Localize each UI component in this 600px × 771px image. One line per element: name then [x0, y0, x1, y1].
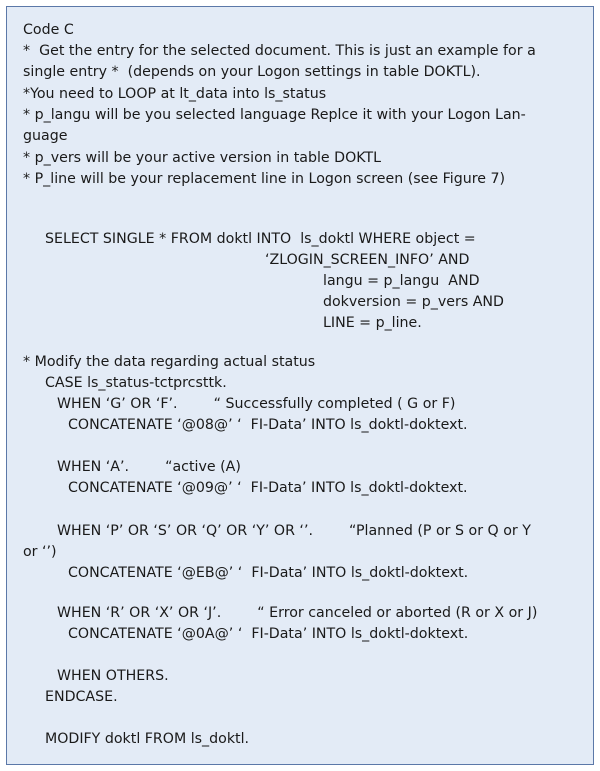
concatenate-statement: CONCATENATE ‘@0A@’ ‘ FI-Data’ INTO ls_doktl-doktext.: [68, 626, 469, 642]
concatenate-statement: CONCATENATE ‘@09@’ ‘ FI-Data’ INTO ls_doktl-doktext.: [68, 480, 468, 496]
when-clause: WHEN ‘G’ OR ‘F’. “ Successfully completed ( G or F): [57, 396, 456, 412]
comment-line: *You need to LOOP at lt_data into ls_status: [23, 86, 327, 102]
when-others-clause: WHEN OTHERS.: [57, 668, 169, 684]
when-clause-continuation: or ‘’): [23, 544, 57, 560]
select-statement-line: langu = p_langu AND: [323, 273, 480, 289]
select-statement-line: ‘ZLOGIN_SCREEN_INFO’ AND: [265, 252, 470, 268]
select-statement-line: LINE = p_line.: [323, 315, 422, 331]
modify-statement: MODIFY doktl FROM ls_doktl.: [45, 731, 250, 747]
comment-line: single entry * (depends on your Logon settings in table DOKTL).: [23, 64, 481, 80]
when-clause: WHEN ‘A’. “active (A): [57, 459, 241, 475]
select-statement-line: dokversion = p_vers AND: [323, 294, 504, 310]
comment-line: guage: [23, 128, 68, 144]
when-clause: WHEN ‘R’ OR ‘X’ OR ‘J’. “ Error canceled or aborted (R or X or J): [57, 605, 538, 621]
code-listing-box: [6, 6, 594, 765]
comment-line: * p_langu will be you selected language Replce it with your Logon Lan-: [23, 107, 526, 123]
comment-line: * p_vers will be your active version in table DOKTL: [23, 150, 382, 166]
code-title: Code C: [23, 22, 74, 38]
case-statement: CASE ls_status-tctprcsttk.: [45, 375, 227, 391]
select-statement-line: SELECT SINGLE * FROM doktl INTO ls_doktl WHERE object =: [45, 231, 476, 247]
endcase-statement: ENDCASE.: [45, 689, 118, 705]
comment-line: * Get the entry for the selected document. This is just an example for a: [23, 43, 536, 59]
comment-line: * P_line will be your replacement line in Logon screen (see Figure 7): [23, 171, 506, 187]
concatenate-statement: CONCATENATE ‘@08@’ ‘ FI-Data’ INTO ls_doktl-doktext.: [68, 417, 468, 433]
when-clause: WHEN ‘P’ OR ‘S’ OR ‘Q’ OR ‘Y’ OR ‘’. “Planned (P or S or Q or Y: [57, 523, 531, 539]
modify-comment: * Modify the data regarding actual status: [23, 354, 316, 370]
concatenate-statement: CONCATENATE ‘@EB@’ ‘ FI-Data’ INTO ls_doktl-doktext.: [68, 565, 469, 581]
